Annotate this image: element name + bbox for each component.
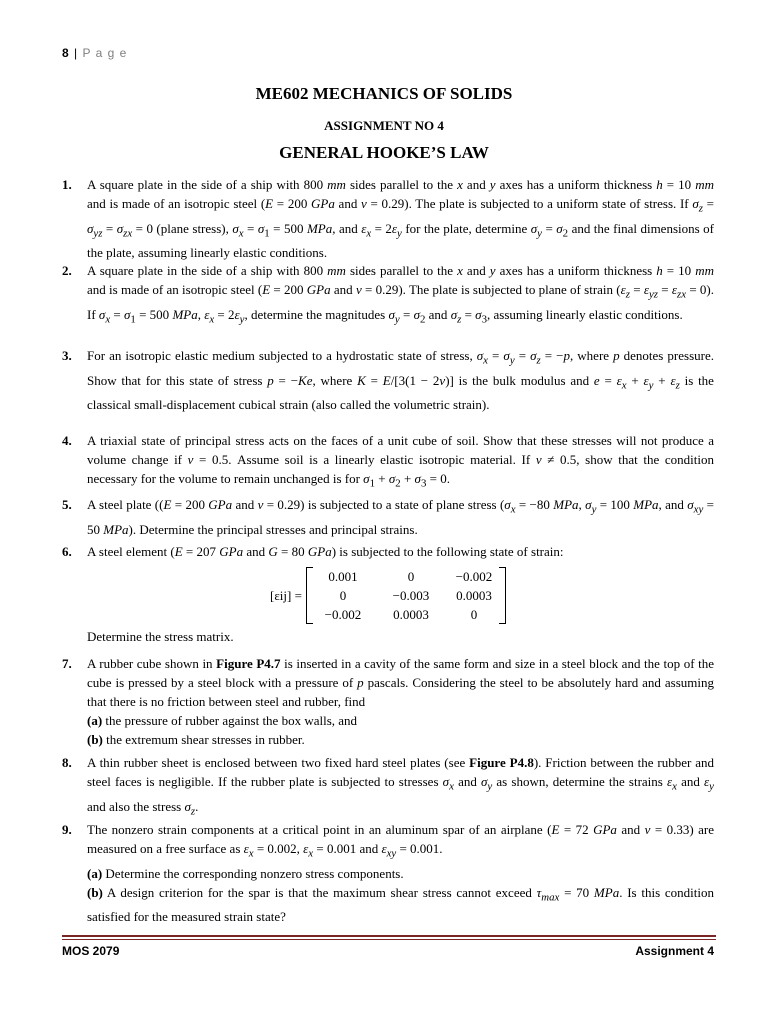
matrix-cell: 0 bbox=[407, 569, 415, 584]
matrix-cell: −0.002 bbox=[455, 569, 493, 584]
question-2: 2. A square plate in the side of a ship with 800 mm sides parallel to the x and y axes has a uniform thickness h = 10 mm and is made of an isotropic steel (E = 200 GPa and ν = 0.29). The plate is subjected to plane of strain $(\varepsilon_z = \varepsilon_{yz} = \varepsilon_{zx} = 0)$. If $\sigma_x = \sigma_1 = 500$ MPa, $\varepsilon_x = 2\varepsilon_y$, determine the magnitudes $\sigma_y = \sigma_2$ and $\sigma_z = \sigma_3$, assuming linearly elastic conditions. bbox=[62, 263, 714, 326]
matrix-cell: −0.003 bbox=[392, 588, 430, 603]
footer-rule bbox=[62, 935, 716, 937]
question-3: 3. For an isotropic elastic medium subjected to a hydrostatic state of stress, $\sigma_x = \sigma_y = \sigma_z = -p$, where p denotes pressure. Show that for this state of stress p = −Ke, where K = E/[3(1 − 2ν)] is the bulk modulus and $e = \varepsilon_x + \varepsilon_y + \varepsilon_z$ is the classical small-displacement cubical strain (also called the volumetric strain). bbox=[62, 348, 714, 413]
matrix-cell: 0.001 bbox=[328, 569, 358, 584]
matrix-cell: −0.002 bbox=[324, 607, 362, 622]
question-4: 4. A triaxial state of principal stress acts on the faces of a unit cube of soil. Show that these stresses will not produce a volume change if ν = 0.5. Assume soil is a linearly elastic isotropic material. If ν ≠ 0.5, show that the condition necessary for the volume to remain unchanged is for $\sigma_1 + \sigma_2 + \sigma_3 = 0$. bbox=[62, 433, 714, 490]
footer-rule-thin bbox=[62, 939, 716, 940]
footer-assignment: Assignment 4 bbox=[635, 944, 714, 958]
question-1: 1. A square plate in the side of a ship with 800 mm sides parallel to the x and y axes has a uniform thickness h = 10 mm and is made of an isotropic steel (E = 200 GPa and ν = 0.29). The plate is subjected to a uniform state of stress. If $\sigma_z = \sigma_{yz} = \sigma_{zx} = 0$ (plane stress), $\sigma_x = \sigma_1 = 500$ MPa, and $\varepsilon_x = 2\varepsilon_y$ for the plate, determine $\sigma_y = \sigma_2$ and the final dimensions of the plate, assuming linearly elastic conditions. bbox=[62, 177, 714, 261]
question-9: 9. The nonzero strain components at a critical point in an aluminum spar of an airplane (E = 72 GPa and ν = 0.33) are measured on a free surface as $\varepsilon_x = 0.002$, $\varepsilon_x = 0.001$ and $\varepsilon_{xy} = 0.001$. (a) Determine the corresponding nonzero stress components. (b) A design criterion for the spar is that the maximum shear stress cannot exceed $\tau_{max} = 70$ MPa. Is this condition satisfied for the measured strain state? bbox=[62, 822, 715, 925]
matrix-cell: 0.0003 bbox=[456, 588, 492, 603]
matrix-label: [εij] = bbox=[270, 588, 302, 603]
matrix-cell: 0 bbox=[339, 588, 347, 603]
question-6-followup: Determine the stress matrix. bbox=[87, 629, 234, 644]
page-number: 8 | P a g e bbox=[62, 46, 128, 60]
question-6: 6. A steel element (E = 207 GPa and G = 80 GPa) is subjected to the following state of strain: bbox=[62, 544, 564, 559]
question-7: 7. A rubber cube shown in Figure P4.7 is inserted in a cavity of the same form and size in a steel block and the top of the cube is pressed by a steel block with a pressure of p pascals. Considering the steel to be absolutely hard and assuming that there is no friction between steel and rubber, find (a) the pressure of rubber against the box walls, and (b) the extremum shear stresses in rubber. bbox=[62, 656, 715, 747]
matrix-grid bbox=[306, 567, 506, 624]
topic-title: GENERAL HOOKE’S LAW bbox=[279, 143, 489, 162]
assignment-title: ASSIGNMENT NO 4 bbox=[324, 118, 444, 133]
question-5: 5. A steel plate ((E = 200 GPa and ν = 0.29) is subjected to a state of plane stress ($\sigma_x = -80$ MPa, $\sigma_y = 100$ MPa, and $\sigma_{xy} = 50$ MPa). Determine the principal stresses and principal strains. bbox=[62, 497, 714, 537]
matrix-cell: 0 bbox=[470, 607, 478, 622]
footer-course: MOS 2079 bbox=[62, 944, 120, 958]
strain-matrix bbox=[270, 567, 506, 624]
course-title: ME602 MECHANICS OF SOLIDS bbox=[255, 84, 513, 103]
matrix-cell: 0.0003 bbox=[393, 607, 429, 622]
question-8: 8. A thin rubber sheet is enclosed between two fixed hard steel plates (see Figure P4.8). Friction between the rubber and steel faces is negligible. If the rubber plate is subjected to stresses $\sigma_x$ and $\sigma_y$ as shown, determine the strains $\varepsilon_x$ and $\varepsilon_y$ and also the stress $\sigma_z$. bbox=[62, 755, 714, 818]
